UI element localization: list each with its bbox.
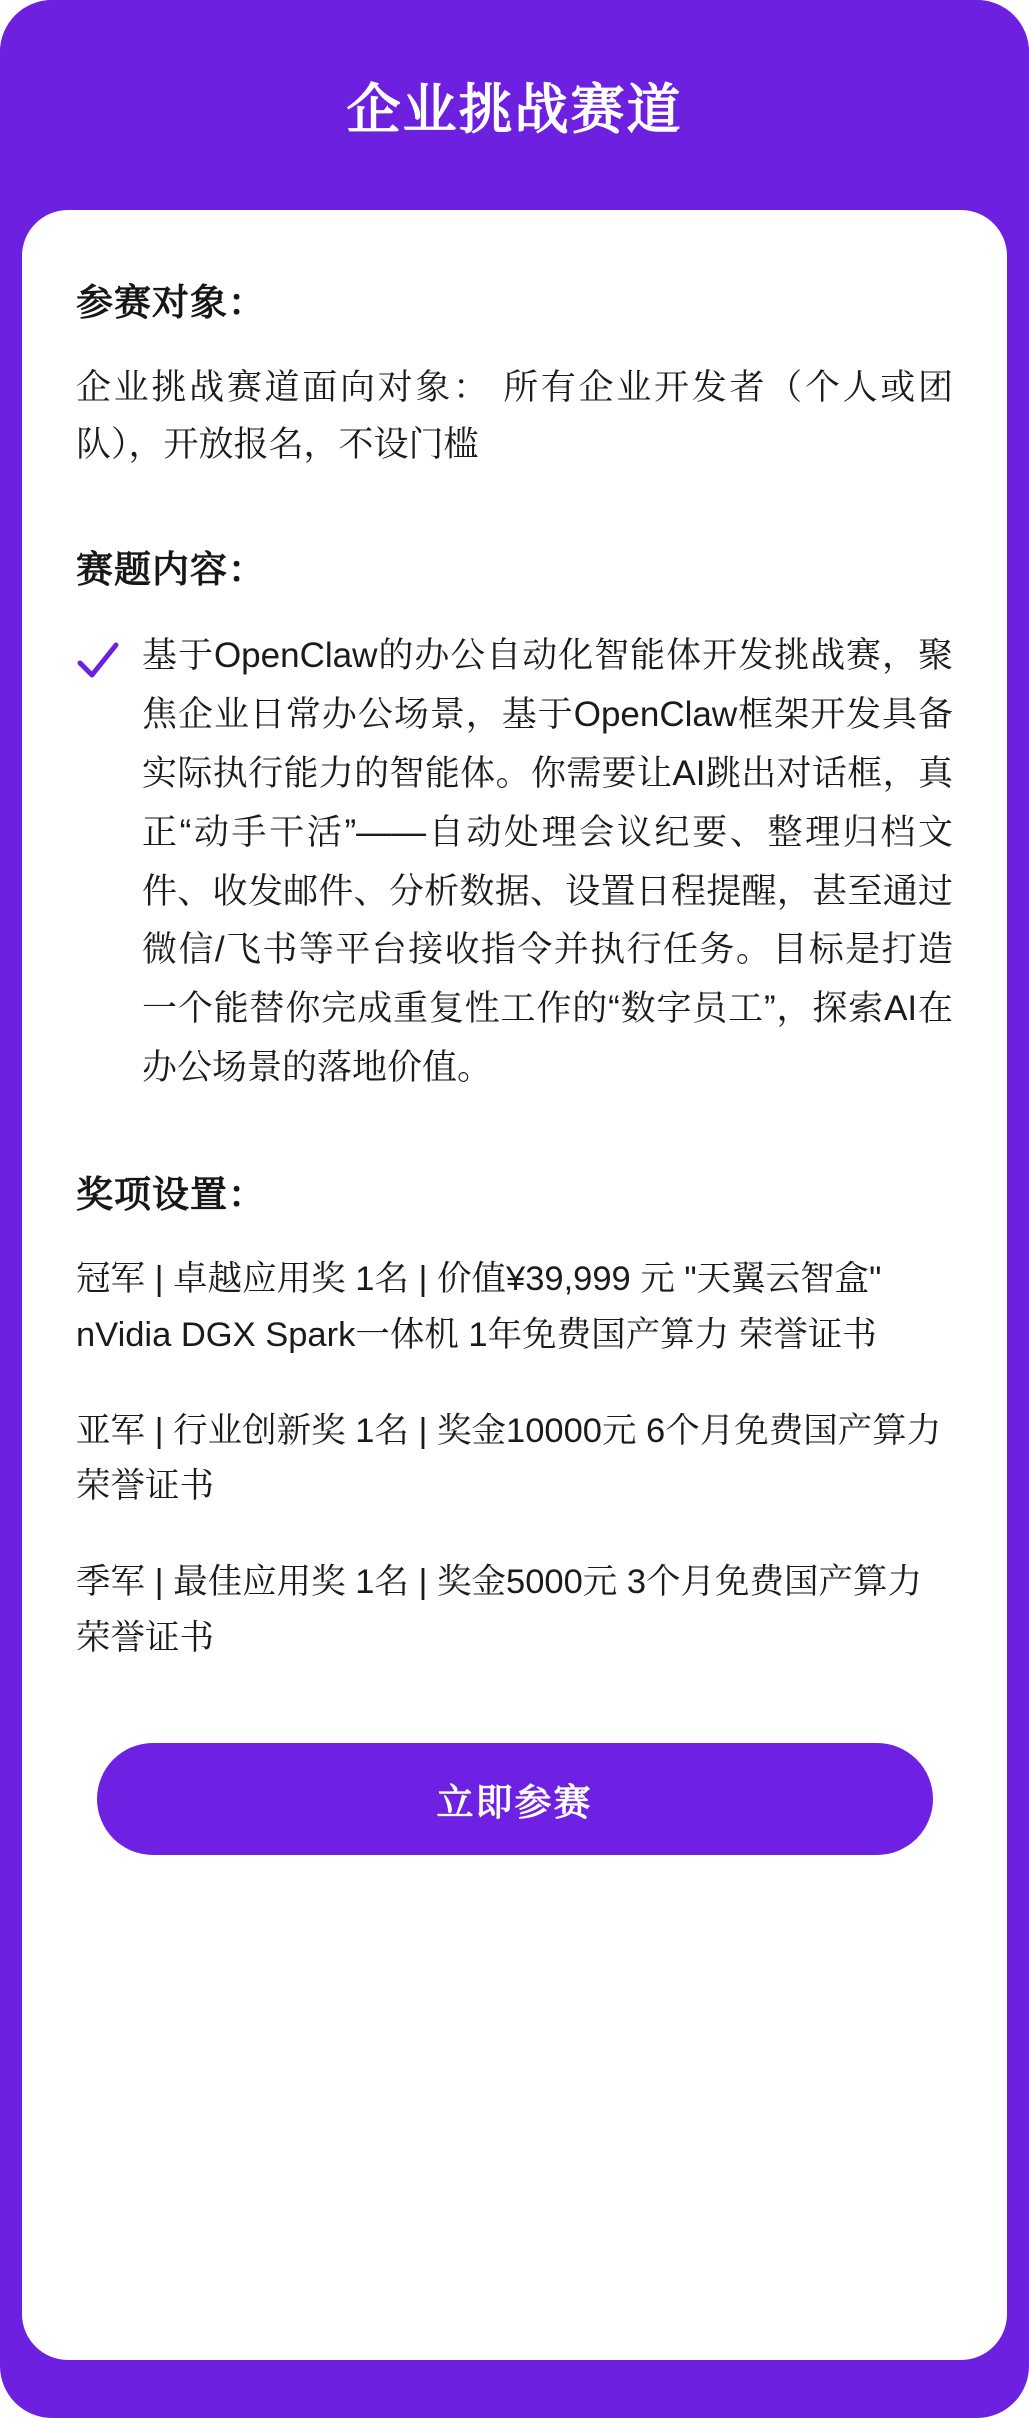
audience-text: 企业挑战赛道面向对象： 所有企业开发者（个人或团队），开放报名，不设门槛 [76, 368, 953, 464]
prizes-heading: 奖项设置： [76, 1173, 266, 1215]
page-title: 企业挑战赛道 [346, 79, 683, 140]
topic-heading: 赛题内容： [76, 549, 266, 591]
prize-item-second: 亚军 | 行业创新奖 1名 | 奖金10000元 6个月免费国产算力 荣誉证书 [76, 1411, 942, 1506]
prize-item-third: 季军 | 最佳应用奖 1名 | 奖金5000元 3个月免费国产算力 荣誉证书 [76, 1563, 923, 1658]
join-now-button[interactable]: 立即参赛 [97, 1743, 933, 1855]
check-icon [76, 639, 120, 687]
topic-bullet-item [76, 627, 953, 1097]
card-body [22, 210, 1007, 2360]
card-header [0, 0, 1029, 210]
audience-heading: 参赛对象： [76, 282, 266, 323]
cta-container [76, 1743, 953, 1855]
topic-bullet-text: 基于OpenClaw的办公自动化智能体开发挑战赛，聚焦企业日常办公场景，基于OpenClaw框架开发具备实际执行能力的智能体。你需要让AI跳出对话框，真正“动手干活”——自动处理会议纪要、整理归档文件、收发邮件、分析数据、设置日程提醒，甚至通过微信/飞书等平台接收指令并执行任务。目标是打造一个能替你完成重复性工作的“数字员工”，探索AI在办公场景的落地价值。 [142, 636, 953, 1087]
prize-item-first: 冠军 | 卓越应用奖 1名 | 价值¥39,999 元 "天翼云智盒" nVidia DGX Spark一体机 1年免费国产算力 荣誉证书 [76, 1259, 882, 1354]
